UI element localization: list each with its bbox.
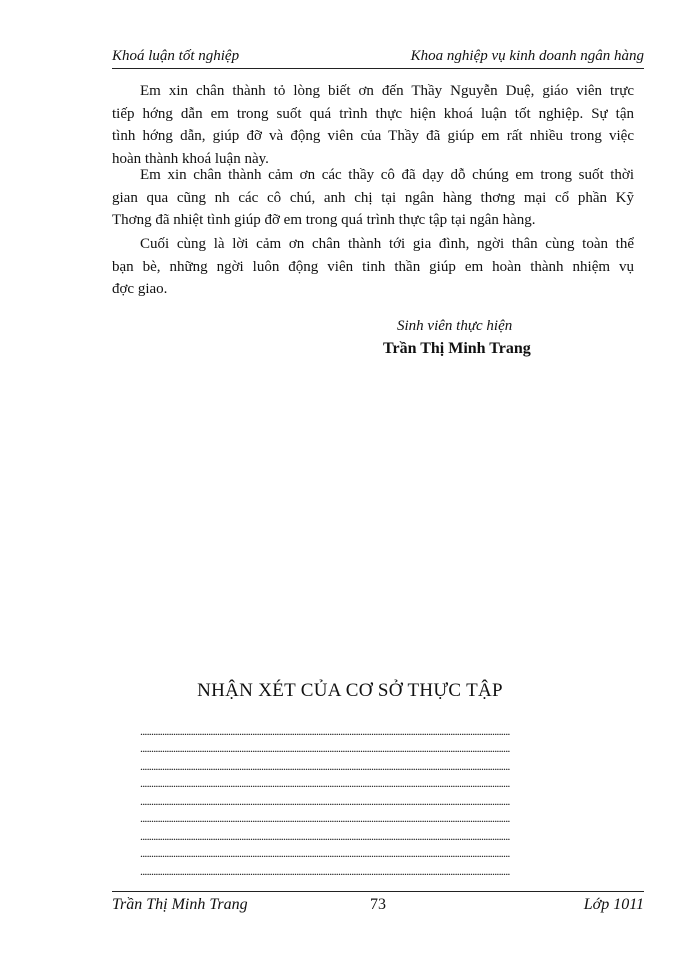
paragraph-line: tình hớng dẫn, giúp đỡ và động viên của Thầy đã giúp em rất nhiều trong việc xyxy=(112,128,634,144)
page-footer xyxy=(112,896,644,920)
paragraph-line: hoàn thành khoá luận này. xyxy=(112,150,269,167)
comment-line xyxy=(140,776,634,794)
paragraph-line: đợc giao. xyxy=(112,281,168,297)
footer-author: Trần Thị Minh Trang xyxy=(112,896,248,913)
paragraph-line: Em xin chân thành tỏ lòng biết ơn đến Thầy Nguyễn Duệ, giáo viên trực xyxy=(140,83,634,99)
header-divider xyxy=(112,68,644,69)
acknowledgement-paragraph-2 xyxy=(112,164,634,232)
page-number: 73 xyxy=(370,896,386,913)
paragraph-line: tiếp hớng dẫn em trong suốt quá trình thực hiện khoá luận tốt nghiệp. Sự tận xyxy=(112,105,634,122)
comment-line xyxy=(140,759,634,777)
paragraph-line: bạn bè, những ngời luôn động viên tinh thần giúp em hoàn thành nhiệm vụ xyxy=(112,258,634,275)
page-header xyxy=(112,44,644,68)
comment-line xyxy=(140,741,634,759)
signature-role: Sinh viên thực hiện xyxy=(397,318,513,334)
comment-line xyxy=(140,794,634,812)
header-left-text: Khoá luận tốt nghiệp xyxy=(112,48,240,64)
comment-line xyxy=(140,864,634,882)
footer-class: Lớp 1011 xyxy=(583,896,644,913)
signature-name: Trần Thị Minh Trang xyxy=(383,340,531,357)
comment-line xyxy=(140,829,634,847)
acknowledgement-paragraph-1 xyxy=(112,80,634,170)
comment-line xyxy=(140,724,634,742)
footer-divider xyxy=(112,891,644,892)
comment-line xyxy=(140,846,634,864)
paragraph-line: Thơng đã nhiệt tình giúp đỡ em trong quá trình thực tập tại ngân hàng. xyxy=(112,212,536,228)
comment-line xyxy=(140,811,634,829)
paragraph-line: Em xin chân thành cảm ơn các thầy cô đã dạy dỗ chúng em trong suốt thời xyxy=(140,167,634,183)
paragraph-line: Cuối cùng là lời cảm ơn chân thành tới gia đình, ngời thân cùng toàn thể xyxy=(140,236,634,252)
header-right-text: Khoa nghiệp vụ kinh doanh ngân hàng xyxy=(410,48,644,64)
acknowledgement-paragraph-3 xyxy=(112,233,634,301)
paragraph-line: gian qua cũng nh các cô chú, anh chị tại ngân hàng thơng mại cổ phần Kỹ xyxy=(112,189,634,206)
section-title: NHẬN XÉT CỦA CƠ SỞ THỰC TẬP xyxy=(197,680,503,701)
